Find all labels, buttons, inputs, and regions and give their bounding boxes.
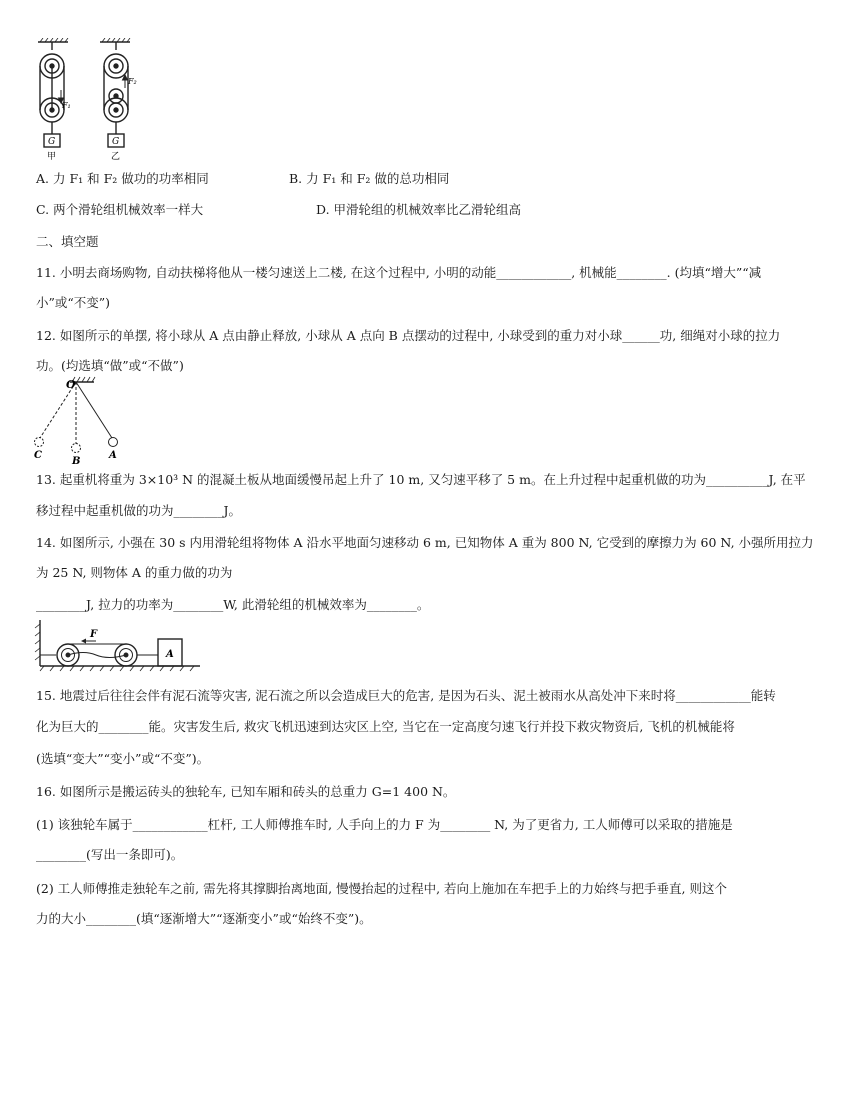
horizontal-pulley-figure — [34, 620, 200, 672]
pendulum-c-label: C — [34, 450, 42, 461]
q16-line1: 16. 如图所示是搬运砖头的独轮车, 已知车厢和砖头的总重力 G=1 400 N。 — [36, 784, 456, 799]
pendulum-b-label: B — [72, 456, 81, 466]
q16-line4: (2) 工人师傅推走独轮车之前, 需先将其撑脚抬离地面, 慢慢抬起的过程中, 若向上施加在车把手上的力始终与把手垂直, 则这个 — [36, 881, 727, 896]
pulley-figure — [34, 38, 144, 162]
q15-line2: 化为巨大的________能。灾害发生后, 救灾飞机迅速到达灾区上空, 当它在一定高度匀速飞行并投下救灾物资后, 飞机的机械能将 — [36, 719, 735, 734]
q13-line1: 13. 起重机将重为 3×10³ N 的混凝土板从地面缓慢吊起上升了 10 m, 又匀速平移了 5 m。在上升过程中起重机做的功为__________J, 在平 — [36, 472, 806, 487]
q16-line2: (1) 该独轮车属于____________杠杆, 工人师傅推车时, 人手向上的力 F 为________ N, 为了更省力, 工人师傅可以采取的措施是 — [36, 817, 733, 832]
f2-label: F₂ — [128, 77, 137, 86]
q14-line2: 为 25 N, 则物体 A 的重力做的功为 — [36, 565, 233, 580]
q13-line2: 移过程中起重机做的功为________J。 — [36, 503, 242, 518]
q12-line2: 功。(均选填“做”或“不做”) — [36, 358, 184, 373]
weight-g-yi: G — [112, 137, 120, 147]
q16-line3: ________(写出一条即可)。 — [36, 847, 184, 862]
weight-g-jia: G — [48, 137, 56, 147]
label-jia: 甲 — [47, 152, 57, 162]
block-a-label: A — [166, 649, 174, 660]
pendulum-figure — [30, 374, 130, 466]
q12-line1: 12. 如图所示的单摆, 将小球从 A 点由静止释放, 小球从 A 点向 B 点摆动的过程中, 小球受到的重力对小球______功, 细绳对小球的拉力 — [36, 328, 781, 343]
pendulum-a-label: A — [109, 450, 117, 461]
f1-label: F₁ — [62, 101, 71, 110]
q15-line3: (选填“变大”“变小”或“不变”)。 — [36, 751, 210, 766]
q11-line2: 小”或“不变”) — [36, 295, 111, 310]
q14-line3: ________J, 拉力的功率为________W, 此滑轮组的机械效率为________。 — [36, 597, 430, 612]
option-d: D. 甲滑轮组的机械效率比乙滑轮组高 — [316, 202, 522, 217]
q15-line1: 15. 地震过后往往会伴有泥石流等灾害, 泥石流之所以会造成巨大的危害, 是因为石头、泥土被雨水从高处冲下来时将____________能转 — [36, 688, 776, 703]
option-b: B. 力 F₁ 和 F₂ 做的总功相同 — [289, 171, 450, 186]
option-a: A. 力 F₁ 和 F₂ 做功的功率相同 — [36, 171, 209, 186]
q16-line5: 力的大小________(填“逐渐增大”“逐渐变小”或“始终不变”)。 — [36, 911, 372, 926]
q11-line1: 11. 小明去商场购物, 自动扶梯将他从一楼匀速送上二楼, 在这个过程中, 小明的动能____________, 机械能________. (均填“增大”“减 — [36, 265, 762, 280]
option-c: C. 两个滑轮组机械效率一样大 — [36, 202, 204, 217]
section-title: 二、填空题 — [36, 234, 99, 249]
pendulum-o-label: O — [66, 378, 76, 391]
force-f-label: F — [90, 629, 98, 640]
q14-line1: 14. 如图所示, 小强在 30 s 内用滑轮组将物体 A 沿水平地面匀速移动 6 m, 已知物体 A 重为 800 N, 它受到的摩擦力为 60 N, 小强所用拉力 — [36, 535, 814, 550]
label-yi: 乙 — [111, 152, 121, 162]
